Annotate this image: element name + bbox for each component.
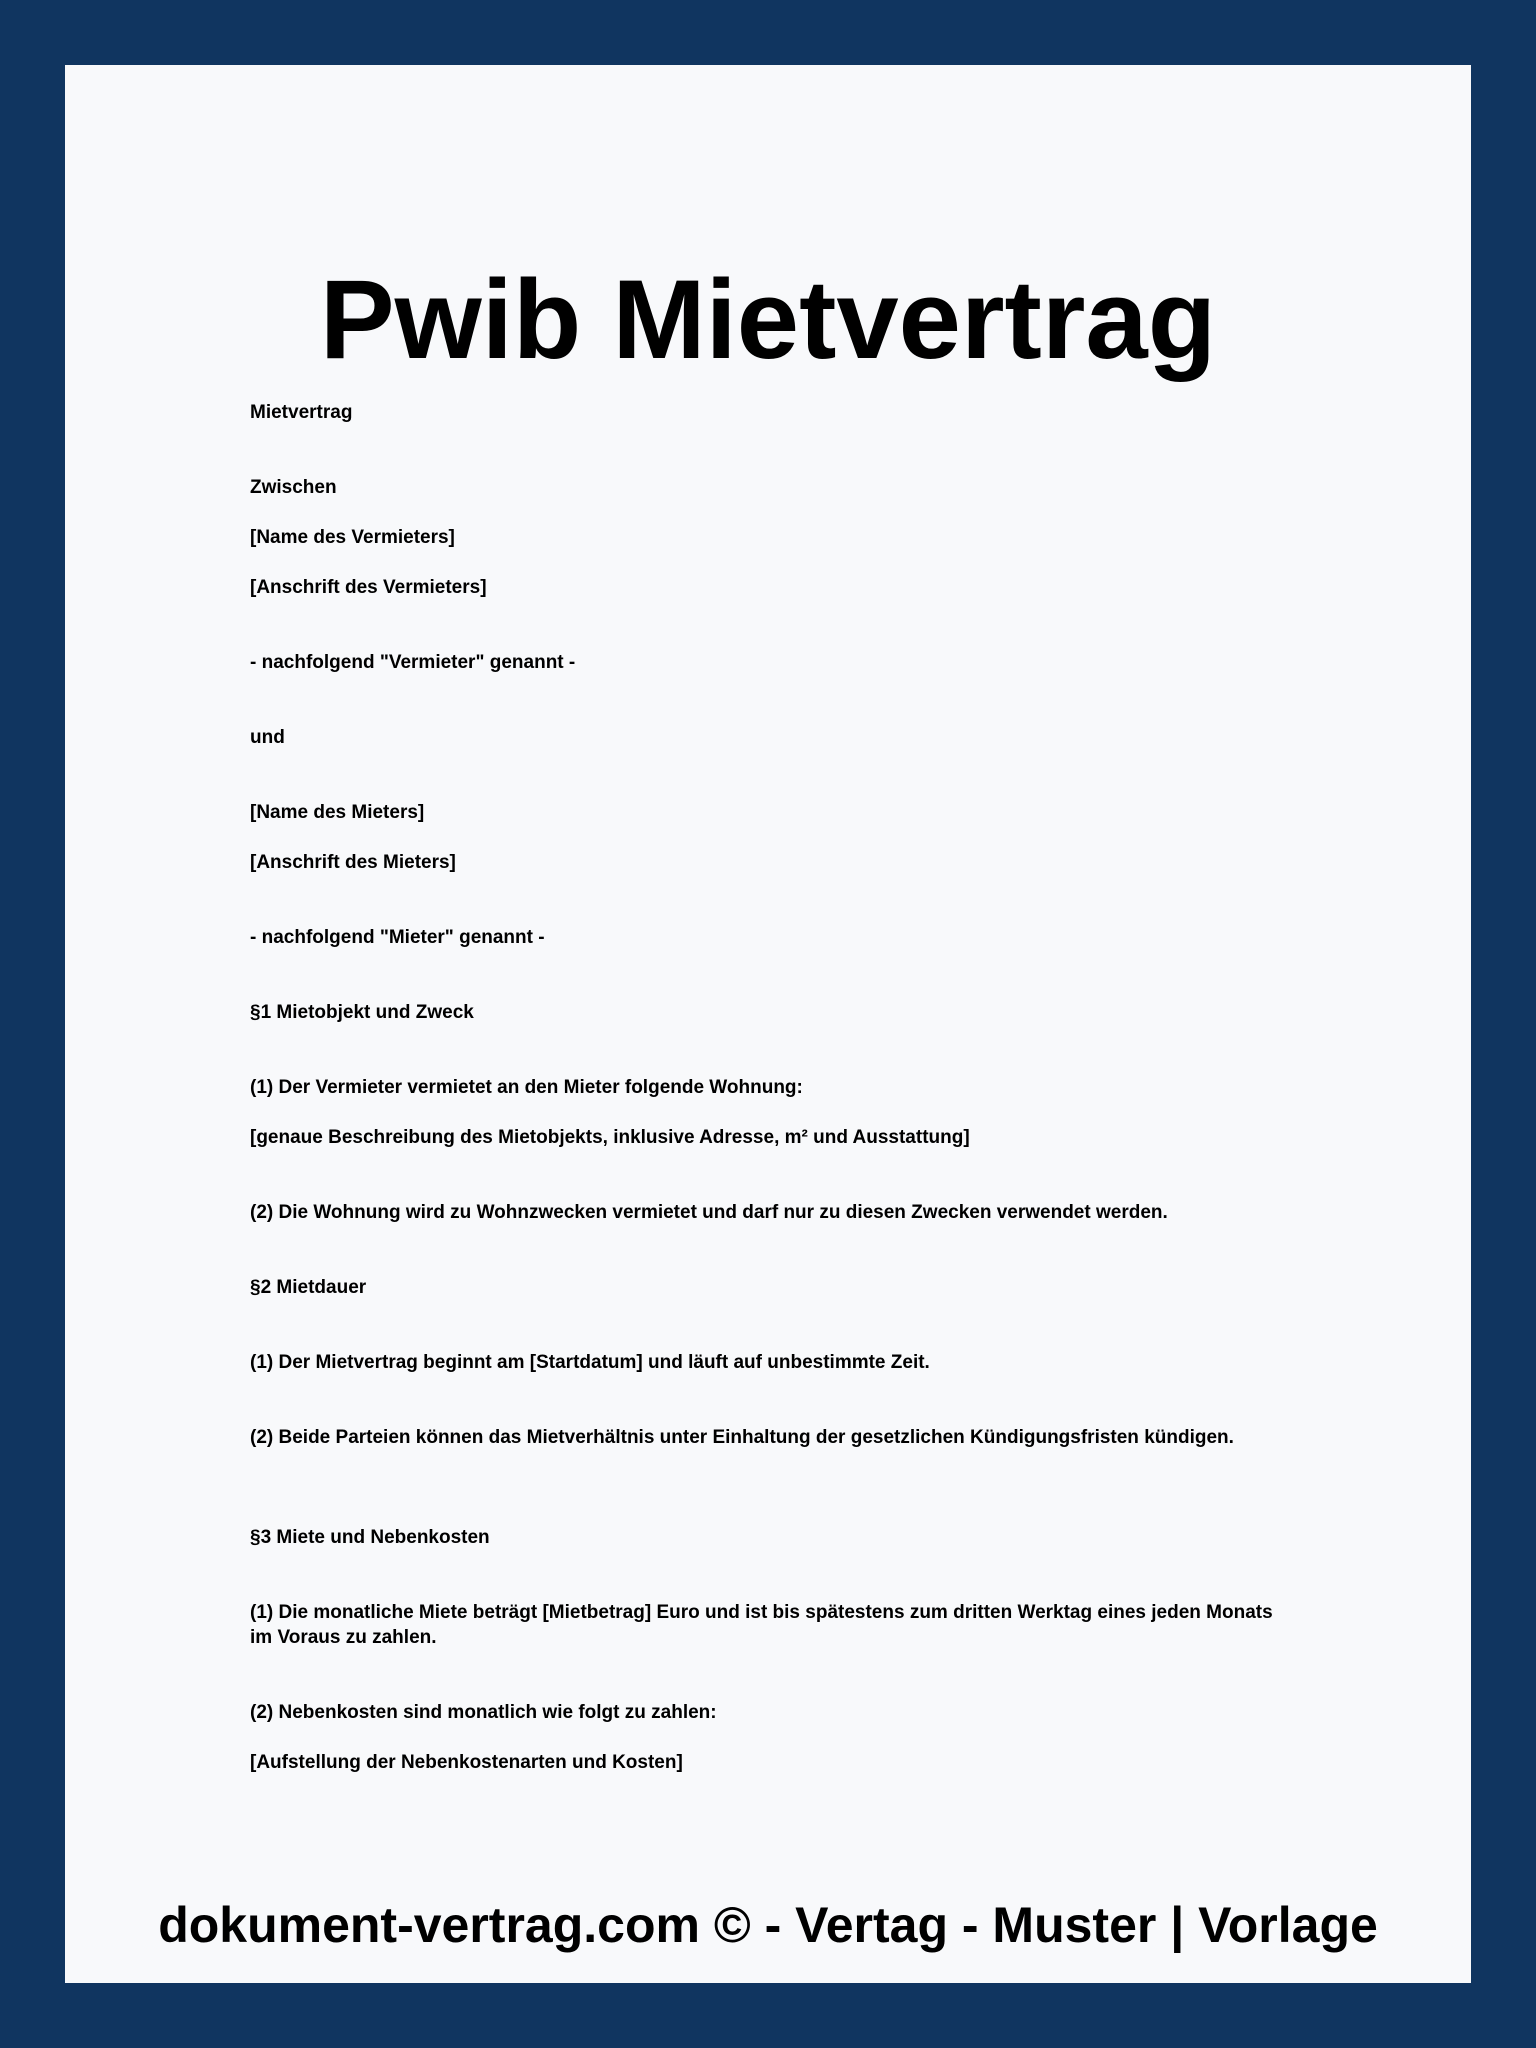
footer-watermark: dokument-vertrag.com © - Vertag - Muster | Vorlage xyxy=(158,1897,1378,1953)
section-heading-2: §2 Mietdauer xyxy=(250,1277,367,1298)
doc-heading: Mietvertrag xyxy=(250,402,353,423)
section-heading-1: §1 Mietobjekt und Zweck xyxy=(250,1002,474,1023)
doc-paragraph: [genaue Beschreibung des Mietobjekts, inklusive Adresse, m² und Ausstattung] xyxy=(250,1127,970,1148)
doc-paragraph: (2) Nebenkosten sind monatlich wie folgt zu zahlen: xyxy=(250,1702,717,1723)
document-page xyxy=(65,65,1471,1983)
section-heading-3: §3 Miete und Nebenkosten xyxy=(250,1527,490,1548)
doc-line-tenant-role: - nachfolgend "Mieter" genannt - xyxy=(250,927,545,948)
doc-line-landlord-role: - nachfolgend "Vermieter" genannt - xyxy=(250,652,576,673)
doc-line-landlord-name: [Name des Vermieters] xyxy=(250,527,455,548)
doc-line-und: und xyxy=(250,727,285,748)
doc-paragraph: (1) Der Vermieter vermietet an den Mieter folgende Wohnung: xyxy=(250,1077,803,1098)
document-title: Pwib Mietvertrag xyxy=(319,257,1217,382)
doc-line-zwischen: Zwischen xyxy=(250,477,337,498)
doc-paragraph: (1) Der Mietvertrag beginnt am [Startdatum] und läuft auf unbestimmte Zeit. xyxy=(250,1352,930,1373)
doc-line-tenant-addr: [Anschrift des Mieters] xyxy=(250,852,456,873)
doc-paragraph: (2) Die Wohnung wird zu Wohnzwecken vermietet und darf nur zu diesen Zwecken verwendet werden. xyxy=(250,1202,1168,1223)
doc-paragraph: (1) Die monatliche Miete beträgt [Mietbetrag] Euro und ist bis spätestens zum dritten Werktag eines jeden Monats im Voraus zu zahlen. xyxy=(250,1602,1273,1648)
doc-paragraph: [Aufstellung der Nebenkostenarten und Kosten] xyxy=(250,1752,683,1773)
doc-paragraph: (2) Beide Parteien können das Mietverhältnis unter Einhaltung der gesetzlichen Kündigungsfristen kündigen. xyxy=(250,1427,1234,1448)
doc-line-tenant-name: [Name des Mieters] xyxy=(250,802,425,823)
doc-line-landlord-addr: [Anschrift des Vermieters] xyxy=(250,577,487,598)
